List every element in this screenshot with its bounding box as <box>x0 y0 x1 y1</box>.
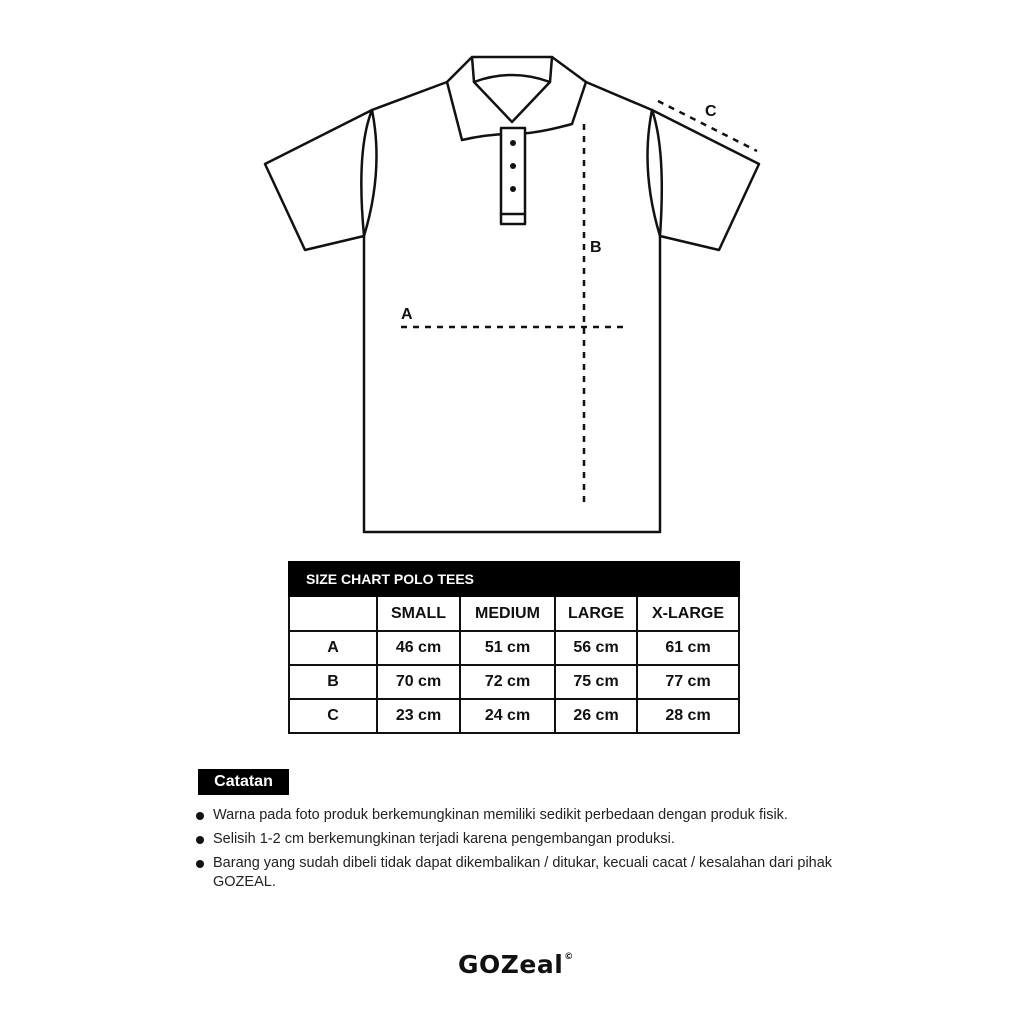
table-cell: 72 cm <box>460 665 555 699</box>
left-sleeve-outline <box>265 110 377 250</box>
table-cell: 46 cm <box>377 631 460 665</box>
bullet-icon <box>196 812 204 820</box>
list-item <box>196 830 856 849</box>
bullet-icon <box>196 860 204 868</box>
table-cell: 23 cm <box>377 699 460 733</box>
brand-logo <box>458 950 574 979</box>
placket-button <box>510 186 516 192</box>
note-text: Barang yang sudah dibeli tidak dapat dikembalikan / ditukar, kecuali cacat / kesalahan dari pihak GOZEAL. <box>213 855 833 890</box>
table-cell: 24 cm <box>460 699 555 733</box>
size-chart-table <box>288 561 740 734</box>
table-row <box>289 631 739 665</box>
brand-name: GOZeal <box>458 950 564 979</box>
size-chart-title: SIZE CHART POLO TEES <box>289 562 739 596</box>
header-cell-empty <box>289 596 377 631</box>
table-cell: 56 cm <box>555 631 637 665</box>
bullet-icon <box>196 836 204 844</box>
header-cell-medium: MEDIUM <box>460 596 555 631</box>
table-cell: 75 cm <box>555 665 637 699</box>
list-item <box>196 806 856 825</box>
dimension-label-c: C <box>705 103 717 120</box>
placket-button <box>510 140 516 146</box>
placket-button <box>510 163 516 169</box>
table-cell: 28 cm <box>637 699 739 733</box>
note-text: Warna pada foto produk berkemungkinan memiliki sedikit perbedaan dengan produk fisik. <box>213 807 788 823</box>
row-label: C <box>289 699 377 733</box>
dimension-label-b: B <box>590 239 602 256</box>
dimension-label-a: A <box>401 306 413 323</box>
header-cell-x-large: X-LARGE <box>637 596 739 631</box>
header-cell-small: SMALL <box>377 596 460 631</box>
header-cell-large: LARGE <box>555 596 637 631</box>
notes-list <box>196 806 856 897</box>
table-cell: 70 cm <box>377 665 460 699</box>
table-cell: 77 cm <box>637 665 739 699</box>
copyright-icon: © <box>564 952 574 962</box>
notes-title-badge: Catatan <box>198 769 289 795</box>
table-row <box>289 699 739 733</box>
table-cell: 26 cm <box>555 699 637 733</box>
right-sleeve-outline <box>648 110 760 250</box>
list-item <box>196 854 856 892</box>
row-label: B <box>289 665 377 699</box>
table-cell: 61 cm <box>637 631 739 665</box>
size-header-row <box>289 596 739 631</box>
table-cell: 51 cm <box>460 631 555 665</box>
note-text: Selisih 1-2 cm berkemungkinan terjadi karena pengembangan produksi. <box>213 831 675 847</box>
table-row <box>289 665 739 699</box>
row-label: A <box>289 631 377 665</box>
